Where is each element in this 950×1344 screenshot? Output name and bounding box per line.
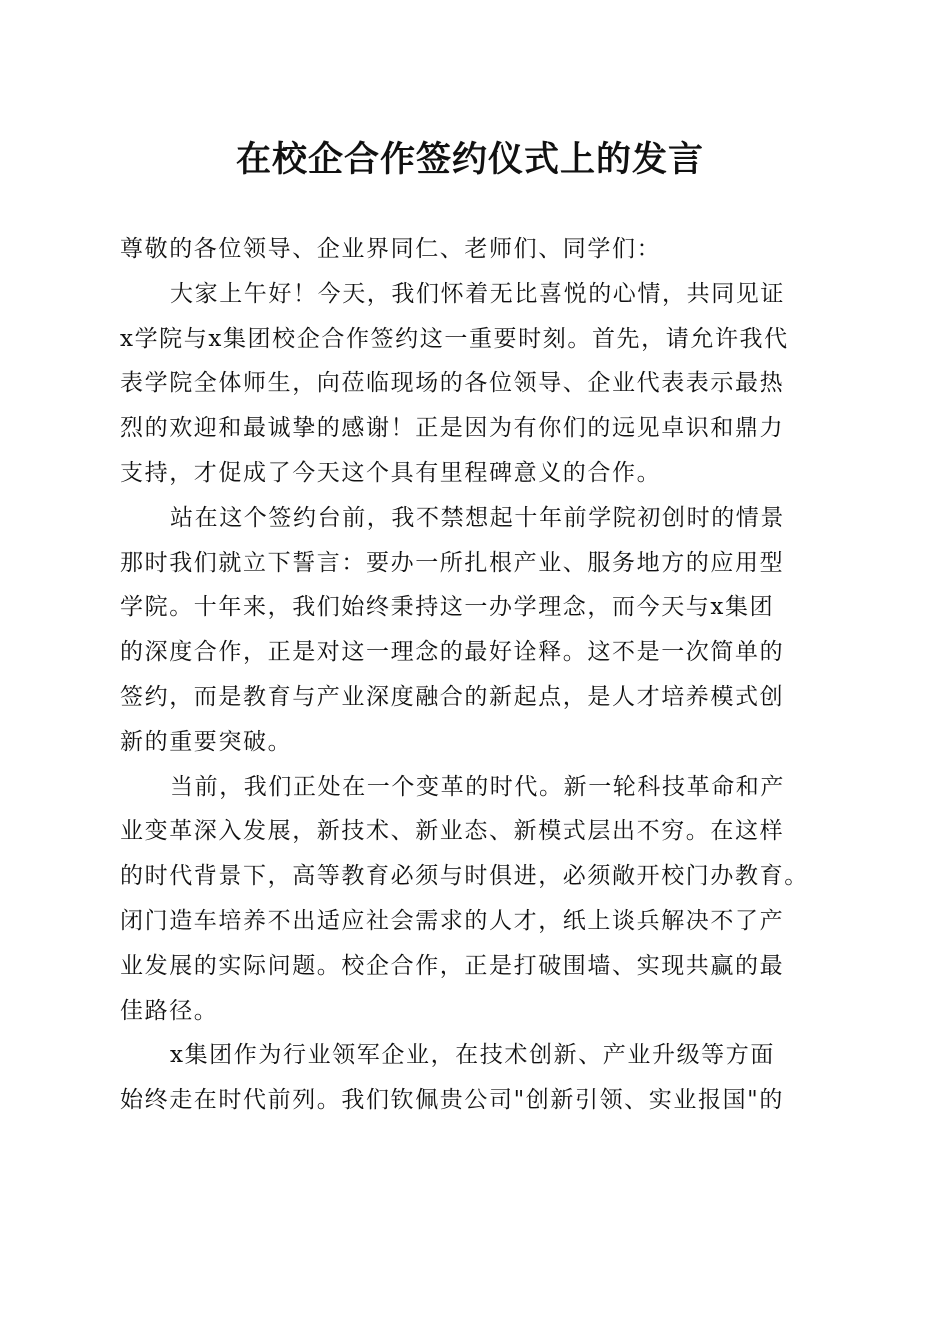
paragraph-line: 当前，我们正处在一个变革的时代。新一轮科技革命和产: [170, 773, 785, 800]
paragraph-line: x学院与x集团校企合作签约这一重要时刻。首先，请允许我代: [120, 325, 789, 352]
speech-body: [120, 227, 840, 1123]
paragraph-line: 的时代背景下，高等教育必须与时俱进，必须敞开校门办教育。: [120, 863, 809, 890]
paragraph-line: 站在这个签约台前，我不禁想起十年前学院初创时的情景: [170, 504, 785, 531]
page-title: 在校企合作签约仪式上的发言: [235, 139, 704, 180]
paragraph-line: 新的重要突破。: [120, 728, 293, 755]
paragraph-line: 的深度合作，正是对这一理念的最好诠释。这不是一次简单的: [120, 639, 785, 666]
paragraph-line: 签约，而是教育与产业深度融合的新起点，是人才培养模式创: [120, 683, 785, 710]
paragraph-line: 闭门造车培养不出适应社会需求的人才，纸上谈兵解决不了产: [120, 907, 785, 934]
paragraph-line: x集团作为行业领军企业，在技术创新、产业升级等方面: [170, 1042, 775, 1069]
paragraph-line: 始终走在时代前列。我们钦佩贵公司"创新引领、实业报国"的: [120, 1087, 784, 1114]
paragraph-line: 大家上午好！今天，我们怀着无比喜悦的心情，共同见证: [170, 280, 785, 307]
paragraph-line: 学院。十年来，我们始终秉持这一办学理念，而今天与x集团: [120, 594, 775, 621]
paragraph-line: 烈的欢迎和最诚挚的感谢！正是因为有你们的远见卓识和鼎力: [120, 415, 785, 442]
paragraph-line: 业变革深入发展，新技术、新业态、新模式层出不穷。在这样: [120, 818, 785, 845]
paragraph-line: 支持，才促成了今天这个具有里程碑意义的合作。: [120, 459, 662, 486]
salutation: 尊敬的各位领导、企业界同仁、老师们、同学们：: [120, 236, 662, 262]
paragraph-line: 业发展的实际问题。校企合作，正是打破围墙、实现共赢的最: [120, 952, 785, 979]
paragraph-line: 佳路径。: [120, 997, 219, 1024]
paragraph-line: 表学院全体师生，向莅临现场的各位领导、企业代表表示最热: [120, 370, 785, 397]
paragraph-line: 那时我们就立下誓言：要办一所扎根产业、服务地方的应用型: [120, 549, 785, 576]
